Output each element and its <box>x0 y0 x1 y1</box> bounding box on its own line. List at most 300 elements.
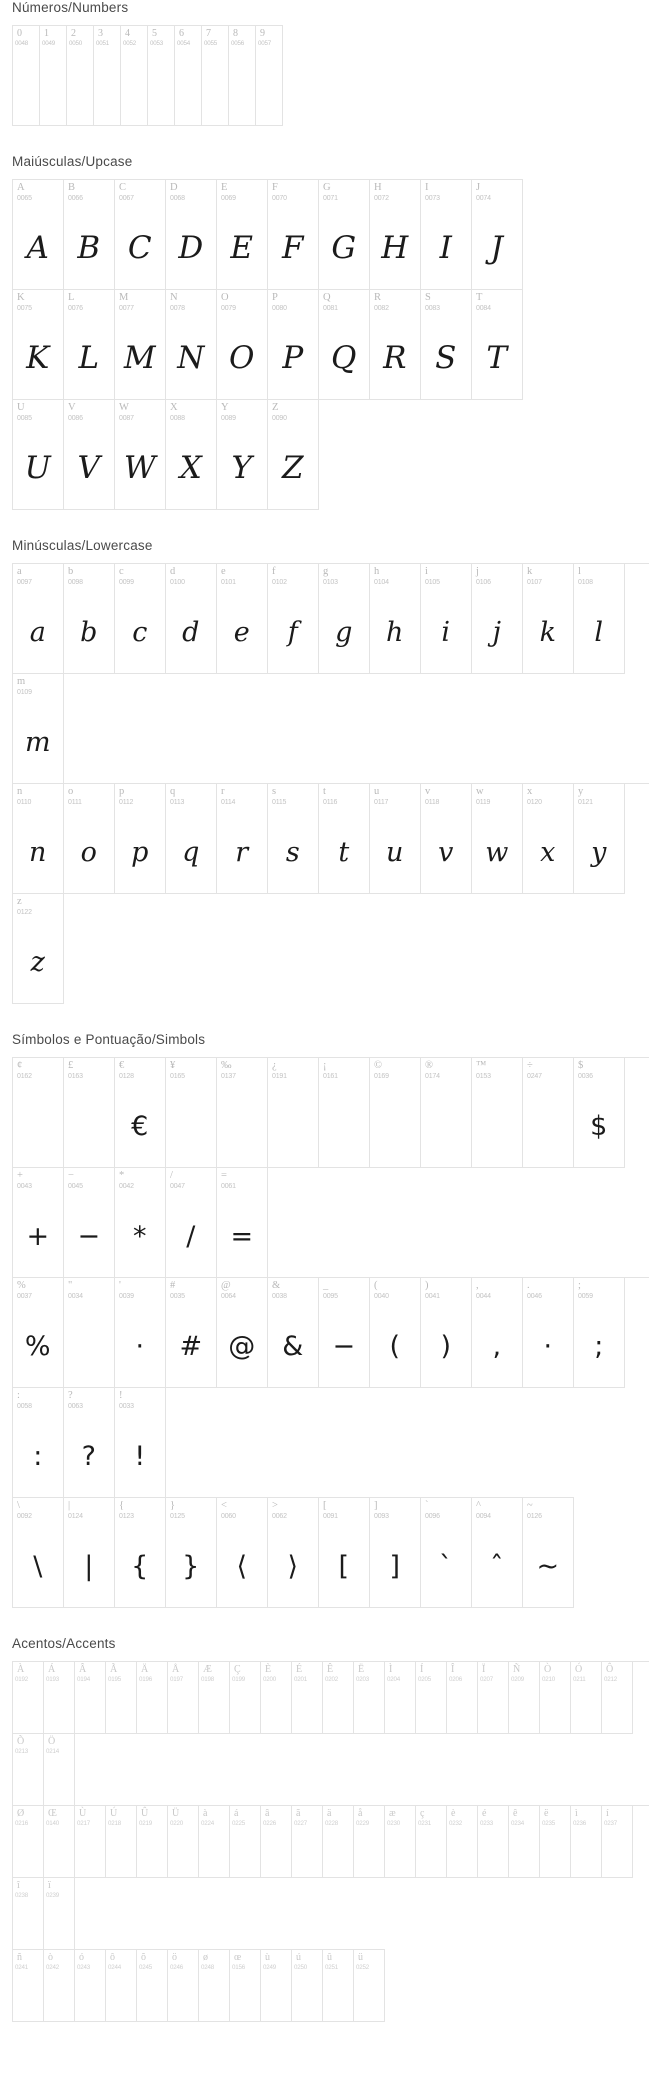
glyph-code-label: 0236 <box>573 1820 586 1827</box>
glyph-cell[interactable] <box>574 1058 625 1168</box>
glyph-cell[interactable] <box>574 564 625 674</box>
glyph-cell[interactable] <box>268 290 319 400</box>
glyph-cell[interactable] <box>64 400 115 510</box>
glyph-preview <box>166 1084 216 1168</box>
glyph-cell[interactable] <box>421 1498 472 1608</box>
glyph-cell[interactable] <box>75 1662 106 1734</box>
glyph-code-label: 0174 <box>425 1073 440 1080</box>
glyph-char-label: | <box>68 1500 71 1511</box>
glyph-cell[interactable] <box>523 1058 574 1168</box>
glyph-cell[interactable] <box>478 1806 509 1878</box>
glyph-cell[interactable] <box>13 400 64 510</box>
glyph-cell[interactable] <box>75 1806 106 1878</box>
glyph-char-label: O <box>221 292 229 303</box>
glyph-preview: ˆ <box>490 1550 504 1582</box>
glyph-char-label: ( <box>374 1280 378 1291</box>
glyph-preview <box>523 1084 573 1168</box>
glyph-cell[interactable] <box>421 1278 472 1388</box>
glyph-preview: l <box>594 616 604 648</box>
glyph-cell[interactable] <box>323 1806 354 1878</box>
glyph-cell[interactable] <box>115 1498 166 1608</box>
glyph-preview: − <box>332 1330 356 1362</box>
glyph-code-label: 0202 <box>325 1676 338 1683</box>
glyph-cell[interactable] <box>571 1806 602 1878</box>
glyph-code-label: 0248 <box>201 1964 214 1971</box>
glyph-cell[interactable] <box>64 784 115 894</box>
glyph-cell[interactable] <box>137 1950 168 2022</box>
glyph-cell[interactable] <box>509 1806 540 1878</box>
glyph-cell[interactable] <box>370 290 421 400</box>
glyph-char-label: R <box>374 292 382 303</box>
glyph-char-label: ` <box>425 1500 429 1511</box>
glyph-cell[interactable] <box>540 1662 571 1734</box>
glyph-cell[interactable] <box>217 180 268 290</box>
glyph-cell[interactable] <box>148 26 175 126</box>
glyph-cell[interactable] <box>13 1950 44 2022</box>
glyph-char-label: ä <box>327 1808 332 1819</box>
glyph-cell[interactable] <box>523 564 574 674</box>
glyph-preview: : <box>33 1440 43 1472</box>
glyph-code-label: 0251 <box>325 1964 338 1971</box>
glyph-cell[interactable] <box>64 180 115 290</box>
glyph-code-label: 0087 <box>119 415 134 422</box>
glyph-cell[interactable] <box>421 564 472 674</box>
glyph-row-upcase-1 <box>12 179 523 290</box>
glyph-cell[interactable] <box>256 26 283 126</box>
glyph-code-label: 0237 <box>604 1820 617 1827</box>
glyph-cell[interactable] <box>13 674 64 784</box>
glyph-cell[interactable] <box>354 1662 385 1734</box>
glyph-code-label: 0217 <box>77 1820 90 1827</box>
glyph-preview: k <box>539 616 557 648</box>
glyph-cell[interactable] <box>199 1662 230 1734</box>
glyph-code-label: 0036 <box>578 1073 593 1080</box>
glyph-cell[interactable] <box>472 1498 523 1608</box>
glyph-code-label: 0137 <box>221 1073 236 1080</box>
glyph-cell[interactable] <box>106 1950 137 2022</box>
glyph-cell[interactable] <box>472 564 523 674</box>
glyph-cell[interactable] <box>421 784 472 894</box>
glyph-cell[interactable] <box>75 1950 106 2022</box>
glyph-code-label: 0216 <box>15 1820 28 1827</box>
glyph-char-label: u <box>374 786 380 797</box>
glyph-char-label: ç <box>420 1808 425 1819</box>
glyph-cell[interactable] <box>268 1498 319 1608</box>
glyph-code-label: 0163 <box>68 1073 83 1080</box>
glyph-cell[interactable] <box>370 1498 421 1608</box>
glyph-code-label: 0090 <box>272 415 287 422</box>
glyph-cell[interactable] <box>166 400 217 510</box>
glyph-preview: v <box>438 836 454 868</box>
glyph-cell[interactable] <box>447 1806 478 1878</box>
glyph-code-label: 0041 <box>425 1293 440 1300</box>
glyph-cell[interactable] <box>13 1278 64 1388</box>
glyph-cell[interactable] <box>67 26 94 126</box>
glyph-code-label: 0231 <box>418 1820 431 1827</box>
glyph-cell[interactable] <box>292 1806 323 1878</box>
glyph-cell[interactable] <box>319 564 370 674</box>
glyph-preview: = <box>230 1220 254 1252</box>
glyph-char-label: w <box>476 786 484 797</box>
glyph-cell[interactable] <box>261 1950 292 2022</box>
glyph-cell[interactable] <box>268 564 319 674</box>
glyph-cell[interactable] <box>115 784 166 894</box>
glyph-cell[interactable] <box>472 180 523 290</box>
glyph-cell[interactable] <box>175 26 202 126</box>
glyph-preview <box>319 1084 369 1168</box>
glyph-preview <box>472 1084 522 1168</box>
glyph-char-label: q <box>170 786 176 797</box>
glyph-cell[interactable] <box>319 784 370 894</box>
glyph-cell[interactable] <box>217 1278 268 1388</box>
glyph-cell[interactable] <box>199 1806 230 1878</box>
glyph-preview: i <box>441 616 451 648</box>
glyph-cell[interactable] <box>370 784 421 894</box>
glyph-cell[interactable] <box>370 1058 421 1168</box>
glyph-cell[interactable] <box>416 1806 447 1878</box>
glyph-preview: b <box>80 616 98 648</box>
glyph-preview: H <box>381 229 409 266</box>
glyph-char-label: Ë <box>358 1664 365 1675</box>
glyph-code-label: 0116 <box>323 799 338 806</box>
glyph-char-label: B <box>68 182 76 193</box>
section-title-lowercase: Minúsculas/Lowercase <box>12 538 153 553</box>
glyph-cell[interactable] <box>268 400 319 510</box>
glyph-cell[interactable] <box>137 1806 168 1878</box>
glyph-preview: L <box>78 339 100 376</box>
glyph-preview: + <box>26 1220 50 1252</box>
glyph-char-label: m <box>17 676 26 687</box>
glyph-code-label: 0084 <box>476 305 491 312</box>
glyph-cell[interactable] <box>217 1498 268 1608</box>
glyph-code-label: 0056 <box>231 40 244 47</box>
glyph-cell[interactable] <box>13 784 64 894</box>
glyph-cell[interactable] <box>13 894 64 1004</box>
glyph-cell[interactable] <box>13 180 64 290</box>
glyph-preview: [ <box>338 1550 350 1582</box>
glyph-preview: s <box>285 836 301 868</box>
glyph-char-label: l <box>578 566 581 577</box>
glyph-cell[interactable] <box>472 290 523 400</box>
glyph-cell[interactable] <box>421 290 472 400</box>
glyph-cell[interactable] <box>217 400 268 510</box>
glyph-code-label: 0058 <box>17 1403 32 1410</box>
glyph-cell[interactable] <box>166 1278 217 1388</box>
glyph-cell[interactable] <box>292 1662 323 1734</box>
glyph-cell[interactable] <box>166 1058 217 1168</box>
glyph-cell[interactable] <box>121 26 148 126</box>
glyph-cell[interactable] <box>115 1388 166 1498</box>
glyph-cell[interactable] <box>268 1278 319 1388</box>
glyph-cell[interactable] <box>385 1662 416 1734</box>
glyph-char-label: ¡ <box>323 1060 327 1071</box>
glyph-cell[interactable] <box>44 1878 75 1950</box>
glyph-cell[interactable] <box>44 1806 75 1878</box>
glyph-char-label: v <box>425 786 431 797</box>
glyph-cell[interactable] <box>472 784 523 894</box>
glyph-cell[interactable] <box>230 1662 261 1734</box>
section-title-numbers: Números/Numbers <box>12 0 129 15</box>
glyph-code-label: 0125 <box>170 1513 185 1520</box>
glyph-preview: % <box>24 1330 52 1362</box>
glyph-cell[interactable] <box>13 1878 44 1950</box>
glyph-cell[interactable] <box>13 1734 44 1806</box>
glyph-cell[interactable] <box>40 26 67 126</box>
glyph-cell[interactable] <box>13 290 64 400</box>
glyph-code-label: 0109 <box>17 689 32 696</box>
section-spacer <box>0 1626 661 1636</box>
glyph-char-label: * <box>119 1170 125 1181</box>
glyph-cell[interactable] <box>13 1388 64 1498</box>
glyph-cell[interactable] <box>166 784 217 894</box>
glyph-char-label: f <box>272 566 276 577</box>
glyph-char-label: k <box>527 566 533 577</box>
glyph-code-label: 0118 <box>425 799 440 806</box>
glyph-char-label: À <box>17 1664 25 1675</box>
glyph-cell[interactable] <box>354 1950 385 2022</box>
glyph-cell[interactable] <box>319 1058 370 1168</box>
glyph-code-label: 0098 <box>68 579 83 586</box>
glyph-code-label: 0062 <box>272 1513 287 1520</box>
glyph-cell[interactable] <box>94 26 121 126</box>
glyph-preview: D <box>178 229 204 266</box>
glyph-code-label: 0092 <box>17 1513 32 1520</box>
glyph-char-label: Â <box>79 1664 87 1675</box>
glyph-char-label: p <box>119 786 125 797</box>
glyph-code-label: 0042 <box>119 1183 134 1190</box>
glyph-cell[interactable] <box>319 290 370 400</box>
glyph-char-label: â <box>265 1808 270 1819</box>
glyph-cell[interactable] <box>13 1806 44 1878</box>
glyph-cell[interactable] <box>168 1662 199 1734</box>
glyph-cell[interactable] <box>261 1806 292 1878</box>
glyph-cell[interactable] <box>64 290 115 400</box>
glyph-cell[interactable] <box>13 1662 44 1734</box>
glyph-cell[interactable] <box>509 1662 540 1734</box>
glyph-preview: V <box>77 449 101 486</box>
glyph-cell[interactable] <box>268 784 319 894</box>
glyph-code-label: 0242 <box>46 1964 59 1971</box>
glyph-char-label: 9 <box>260 28 265 39</box>
glyph-code-label: 0082 <box>374 305 389 312</box>
glyph-cell[interactable] <box>319 180 370 290</box>
glyph-char-label: ™ <box>476 1060 487 1071</box>
glyph-code-label: 0079 <box>221 305 236 312</box>
glyph-cell[interactable] <box>217 1168 268 1278</box>
glyph-cell[interactable] <box>472 1278 523 1388</box>
glyph-code-label: 0245 <box>139 1964 152 1971</box>
glyph-preview <box>268 1084 318 1168</box>
glyph-cell[interactable] <box>168 1806 199 1878</box>
glyph-cell[interactable] <box>217 1058 268 1168</box>
glyph-cell[interactable] <box>292 1950 323 2022</box>
glyph-cell[interactable] <box>523 1278 574 1388</box>
glyph-cell[interactable] <box>106 1662 137 1734</box>
glyph-code-label: 0201 <box>294 1676 307 1683</box>
glyph-char-label: j <box>476 566 479 577</box>
glyph-char-label: ö <box>172 1952 177 1963</box>
glyph-cell[interactable] <box>478 1662 509 1734</box>
glyph-cell[interactable] <box>370 180 421 290</box>
glyph-cell[interactable] <box>64 1388 115 1498</box>
glyph-code-label: 0162 <box>17 1073 32 1080</box>
glyph-preview: p <box>131 836 149 868</box>
glyph-cell[interactable] <box>523 784 574 894</box>
glyph-cell[interactable] <box>166 180 217 290</box>
glyph-code-label: 0073 <box>425 195 440 202</box>
glyph-cell[interactable] <box>168 1950 199 2022</box>
glyph-char-label: ^ <box>476 1500 481 1511</box>
glyph-cell[interactable] <box>44 1662 75 1734</box>
glyph-code-label: 0115 <box>272 799 287 806</box>
glyph-cell[interactable] <box>137 1662 168 1734</box>
glyph-cell[interactable] <box>64 1278 115 1388</box>
glyph-preview: n <box>29 836 47 868</box>
glyph-code-label: 0203 <box>356 1676 369 1683</box>
glyph-row-accents-2 <box>12 1805 649 1950</box>
glyph-preview: r <box>235 836 249 868</box>
glyph-cell[interactable] <box>115 180 166 290</box>
glyph-cell[interactable] <box>602 1662 633 1734</box>
glyph-char-label: Ä <box>141 1664 149 1675</box>
glyph-preview: ? <box>81 1440 97 1472</box>
glyph-cell[interactable] <box>268 1058 319 1168</box>
glyph-preview: R <box>383 339 407 376</box>
glyph-cell[interactable] <box>64 1168 115 1278</box>
glyph-cell[interactable] <box>115 1168 166 1278</box>
glyph-cell[interactable] <box>261 1662 292 1734</box>
glyph-preview: g <box>335 616 353 648</box>
glyph-cell[interactable] <box>268 180 319 290</box>
glyph-preview <box>370 1084 420 1168</box>
glyph-preview: ! <box>134 1440 146 1472</box>
glyph-cell[interactable] <box>115 400 166 510</box>
glyph-preview: I <box>439 229 453 266</box>
glyph-char-label: i <box>425 566 428 577</box>
glyph-preview: A <box>26 229 50 266</box>
glyph-preview: m <box>24 726 52 758</box>
glyph-row-numbers-1 <box>12 25 283 126</box>
glyph-cell[interactable] <box>319 1498 370 1608</box>
glyph-code-label: 0224 <box>201 1820 214 1827</box>
glyph-cell[interactable] <box>323 1662 354 1734</box>
glyph-code-label: 0088 <box>170 415 185 422</box>
glyph-char-label: Å <box>172 1664 180 1675</box>
glyph-cell[interactable] <box>217 290 268 400</box>
glyph-code-label: 0114 <box>221 799 236 806</box>
glyph-cell[interactable] <box>115 564 166 674</box>
glyph-cell[interactable] <box>472 1058 523 1168</box>
glyph-cell[interactable] <box>166 290 217 400</box>
glyph-cell[interactable] <box>115 1058 166 1168</box>
glyph-cell[interactable] <box>229 26 256 126</box>
glyph-code-label: 0161 <box>323 1073 338 1080</box>
glyph-code-label: 0046 <box>527 1293 542 1300</box>
glyph-cell[interactable] <box>602 1806 633 1878</box>
glyph-cell[interactable] <box>354 1806 385 1878</box>
glyph-code-label: 0191 <box>272 1073 287 1080</box>
glyph-cell[interactable] <box>447 1662 478 1734</box>
glyph-code-label: 0063 <box>68 1403 83 1410</box>
glyph-cell[interactable] <box>370 564 421 674</box>
glyph-cell[interactable] <box>199 1950 230 2022</box>
glyph-cell[interactable] <box>230 1950 261 2022</box>
section-spacer <box>0 1022 661 1032</box>
glyph-char-label: > <box>272 1500 278 1511</box>
glyph-cell[interactable] <box>385 1806 416 1878</box>
glyph-cell[interactable] <box>319 1278 370 1388</box>
glyph-preview: a <box>29 616 47 648</box>
glyph-code-label: 0052 <box>123 40 136 47</box>
glyph-cell[interactable] <box>421 180 472 290</box>
glyph-cell[interactable] <box>13 26 40 126</box>
glyph-char-label: ì <box>575 1808 578 1819</box>
glyph-char-label: V <box>68 402 76 413</box>
glyph-cell[interactable] <box>217 564 268 674</box>
glyph-cell[interactable] <box>574 1278 625 1388</box>
glyph-cell[interactable] <box>106 1806 137 1878</box>
glyph-cell[interactable] <box>166 1498 217 1608</box>
glyph-cell[interactable] <box>64 564 115 674</box>
glyph-code-label: 0039 <box>119 1293 134 1300</box>
glyph-char-label: Œ <box>48 1808 57 1819</box>
glyph-char-label: Ô <box>606 1664 614 1675</box>
glyph-cell[interactable] <box>166 1168 217 1278</box>
glyph-cell[interactable] <box>166 564 217 674</box>
glyph-code-label: 0037 <box>17 1293 32 1300</box>
glyph-cell[interactable] <box>13 1498 64 1608</box>
glyph-code-label: 0061 <box>221 1183 236 1190</box>
glyph-cell[interactable] <box>115 1278 166 1388</box>
glyph-cell[interactable] <box>574 784 625 894</box>
glyph-row-symbols-3 <box>12 1497 574 1608</box>
glyph-cell[interactable] <box>370 1278 421 1388</box>
glyph-char-label: D <box>170 182 178 193</box>
glyph-code-label: 0227 <box>294 1820 307 1827</box>
glyph-cell[interactable] <box>44 1734 75 1806</box>
glyph-cell[interactable] <box>13 564 64 674</box>
glyph-cell[interactable] <box>13 1058 64 1168</box>
glyph-cell[interactable] <box>230 1806 261 1878</box>
glyph-char-label: y <box>578 786 584 797</box>
glyph-cell[interactable] <box>416 1662 447 1734</box>
glyph-char-label: Ö <box>48 1736 56 1747</box>
glyph-row-accents-3 <box>12 1949 385 2022</box>
glyph-code-label: 0040 <box>374 1293 389 1300</box>
glyph-char-label: è <box>451 1808 456 1819</box>
glyph-code-label: 0219 <box>139 1820 152 1827</box>
glyph-cell[interactable] <box>571 1662 602 1734</box>
glyph-code-label: 0207 <box>480 1676 493 1683</box>
glyph-cell[interactable] <box>523 1498 574 1608</box>
glyph-char-label: é <box>482 1808 487 1819</box>
glyph-cell[interactable] <box>115 290 166 400</box>
glyph-cell[interactable] <box>421 1058 472 1168</box>
glyph-char-label: ï <box>48 1880 51 1891</box>
glyph-cell[interactable] <box>13 1168 64 1278</box>
section-title-symbols: Símbolos e Pontuação/Simbols <box>12 1032 206 1047</box>
glyph-cell[interactable] <box>540 1806 571 1878</box>
glyph-char-label: ó <box>79 1952 84 1963</box>
glyph-cell[interactable] <box>64 1498 115 1608</box>
glyph-code-label: 0043 <box>17 1183 32 1190</box>
glyph-char-label: % <box>17 1280 26 1291</box>
glyph-cell[interactable] <box>64 1058 115 1168</box>
glyph-cell[interactable] <box>202 26 229 126</box>
glyph-cell[interactable] <box>44 1950 75 2022</box>
glyph-cell[interactable] <box>323 1950 354 2022</box>
glyph-cell[interactable] <box>217 784 268 894</box>
